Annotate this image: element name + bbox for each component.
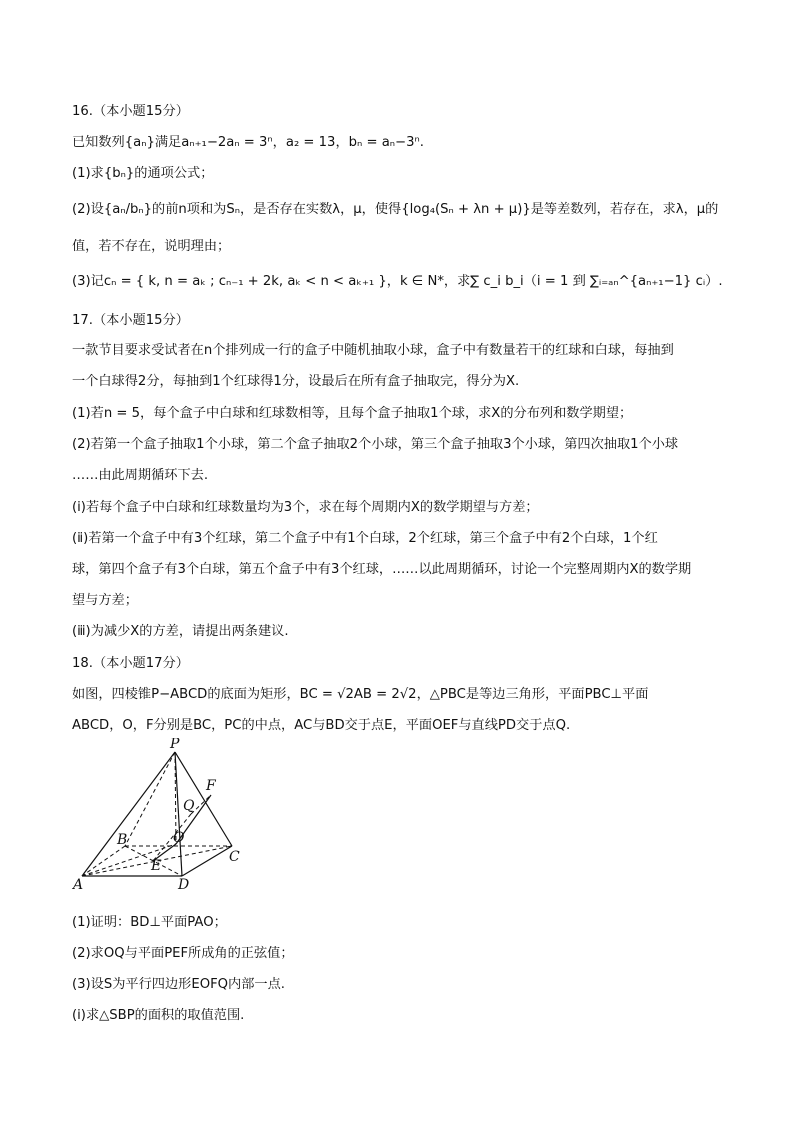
problem-17-part-2-ii: (ⅱ)若第一个盒子中有3个红球，第二个盒子中有1个白球，2个红球，第三个盒子中有2个白球，1个红 <box>72 531 658 546</box>
problem-17-part-2: (2)若第一个盒子抽取1个小球，第二个盒子抽取2个小球，第三个盒子抽取3个小球，第四次抽取1个小球 <box>72 437 679 452</box>
problem-17-statement-2: 一个白球得2分，每抽到1个红球得1分，设最后在所有盒子抽取完，得分为X. <box>72 374 520 389</box>
segment-QE-hidden <box>153 814 191 861</box>
label-D: D <box>178 877 190 893</box>
label-B: B <box>117 832 128 848</box>
problem-18-part-3-i: (ⅰ)求△SBP的面积的取值范围. <box>72 1008 245 1023</box>
problem-18-statement-1: 如图，四棱锥P−ABCD的底面为矩形，BC = √2AB = 2√2，△PBC是等边三角形，平面PBC⊥平面 <box>72 687 649 702</box>
problem-17-part-2-cont: ……由此周期循环下去. <box>72 468 209 483</box>
problem-16-part-3: (3)记cₙ = { k, n = aₖ ; cₙ₋₁ + 2k, aₖ < n < aₖ₊₁ }，k ∈ N*，求∑ c_i b_i（i = 1 到 ∑ᵢ₌ₐₙ^{aₙ₊₁−1} cᵢ）. <box>72 274 723 289</box>
edge-PB-hidden <box>125 752 175 846</box>
problem-17-header: 17.（本小题15分） <box>72 313 189 328</box>
problem-18-header: 18.（本小题17分） <box>72 656 189 671</box>
problem-18-part-1: (1)证明：BD⊥平面PAO； <box>72 915 227 930</box>
problem-16-part-2-cont: 值，若不存在，说明理由； <box>72 239 231 254</box>
problem-17-part-2-ii-cont-2: 望与方差； <box>72 593 138 608</box>
label-P: P <box>170 738 180 752</box>
label-A: A <box>73 877 84 893</box>
label-E: E <box>151 858 162 874</box>
problem-18-part-3: (3)设S为平行四边形EOFQ内部一点. <box>72 977 285 992</box>
label-F: F <box>206 778 216 794</box>
problem-18-part-2: (2)求OQ与平面PEF所成角的正弦值； <box>72 946 294 961</box>
problem-16-header: 16.（本小题15分） <box>72 104 189 119</box>
problem-17-part-2-ii-cont-1: 球，第四个盒子有3个白球，第五个盒子中有3个红球，……以此周期循环，讨论一个完整周期内X的数学期 <box>72 562 692 577</box>
problem-16-part-2: (2)设{aₙ/bₙ}的前n项和为Sₙ，是否存在实数λ，μ，使得{log₄(Sₙ + λn + μ)}是等差数列，若存在，求λ，μ的 <box>72 202 719 217</box>
label-O: O <box>173 830 185 846</box>
label-Q: Q <box>183 798 195 814</box>
problem-18-statement-2: ABCD，O，F分别是BC，PC的中点，AC与BD交于点E，平面OEF与直线PD交于点Q. <box>72 718 571 733</box>
label-C: C <box>229 849 240 865</box>
problem-17-part-1: (1)若n = 5，每个盒子中白球和红球数相等，且每个盒子抽取1个球，求X的分布列和数学期望； <box>72 406 633 421</box>
problem-17-part-2-i: (ⅰ)若每个盒子中白球和红球数量均为3个，求在每个周期内X的数学期望与方差； <box>72 500 539 515</box>
segment-AO-hidden <box>82 844 176 876</box>
problem-16-part-1: (1)求{bₙ}的通项公式； <box>72 166 214 181</box>
problem-16-statement: 已知数列{aₙ}满足aₙ₊₁−2aₙ = 3ⁿ，a₂ = 13，bₙ = aₙ−3ⁿ. <box>72 135 424 150</box>
pyramid-figure <box>70 738 250 898</box>
edge-PD <box>175 752 182 876</box>
problem-17-statement-1: 一款节目要求受试者在n个排列成一行的盒子中随机抽取小球，盒子中有数量若干的红球和白球，每抽到 <box>72 343 674 358</box>
problem-17-part-2-iii: (ⅲ)为减少X的方差，请提出两条建议. <box>72 624 289 639</box>
